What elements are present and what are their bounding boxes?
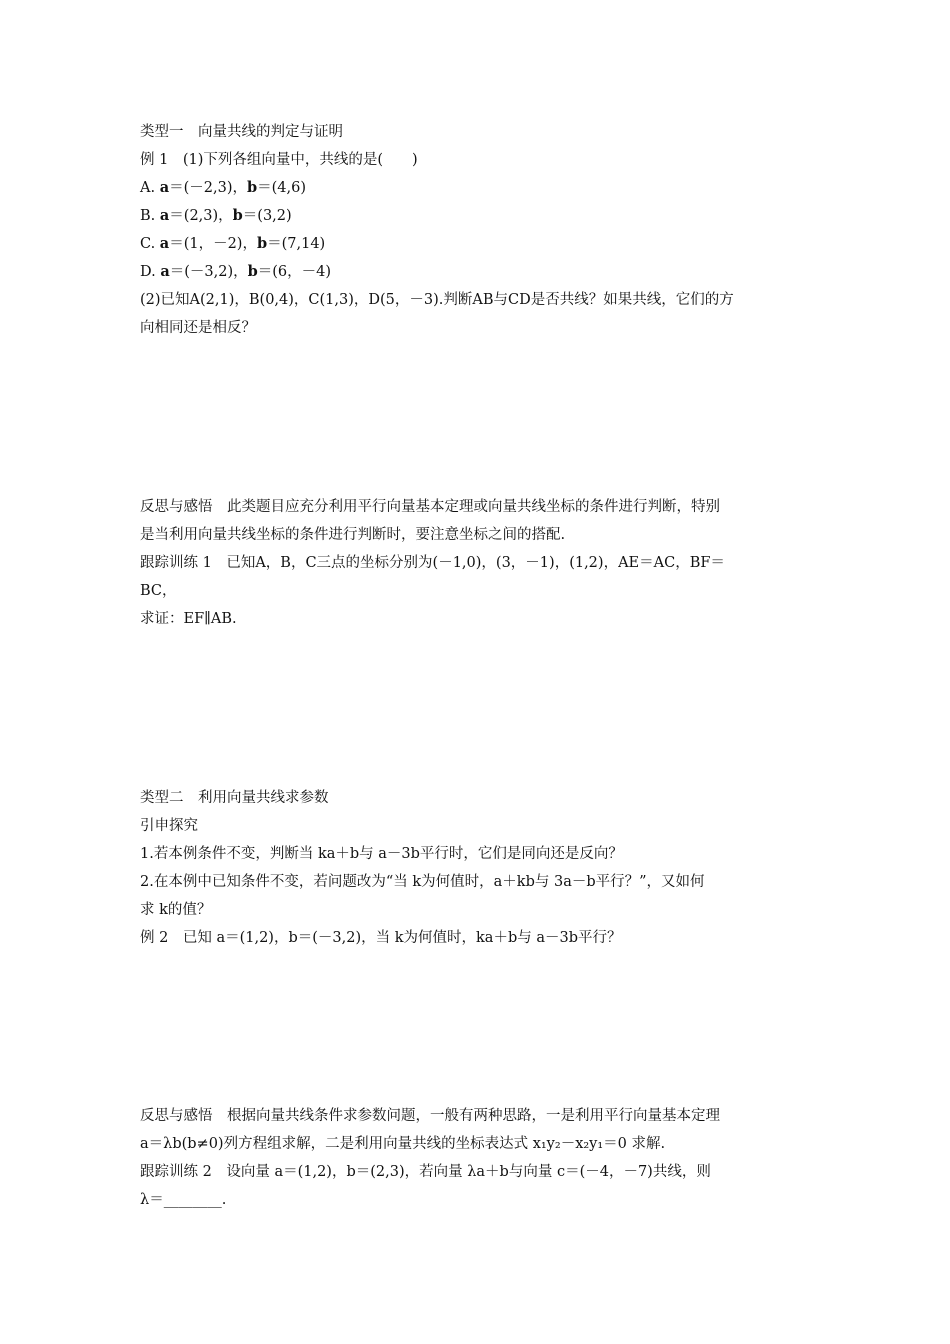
reflect1-line1: 反思与感悟 此类题目应充分利用平行向量基本定理或向量共线坐标的条件进行判断，特别 bbox=[140, 499, 720, 515]
section2-heading: 类型二 利用向量共线求参数 bbox=[140, 790, 329, 806]
reflect2-line1: 反思与感悟 根据向量共线条件求参数问题，一般有两种思路，一是利用平行向量基本定理 bbox=[140, 1108, 720, 1124]
explore-title: 引申探究 bbox=[140, 818, 198, 834]
option-b: B. a＝(2,3)，b＝(3,2) bbox=[140, 207, 292, 224]
section1-heading: 类型一 向量共线的判定与证明 bbox=[140, 124, 343, 140]
explore-item-1: 1.若本例条件不变，判断当 ka＋b与 a－3b平行时，它们是同向还是反向？ bbox=[140, 846, 623, 862]
option-c: C. a＝(1，－2)，b＝(7,14) bbox=[140, 235, 326, 252]
option-a: A. a＝(－2,3)，b＝(4,6) bbox=[140, 179, 306, 196]
training1-line3: 求证：EF∥AB. bbox=[140, 611, 237, 627]
example1-part2-line1: (2)已知A(2,1)，B(0,4)，C(1,3)，D(5，－3).判断AB与CD是否共线？如果共线，它们的方 bbox=[140, 292, 734, 308]
reflect2-line2: a＝λb(b≠0)列方程组求解，二是利用向量共线的坐标表达式 x₁y₂－x₂y₁＝0 求解. bbox=[140, 1136, 666, 1152]
option-d: D. a＝(－3,2)，b＝(6，－4) bbox=[140, 263, 332, 280]
explore-item-2-line2: 求 k的值？ bbox=[140, 902, 212, 918]
example1-intro: 例 1 (1)下列各组向量中，共线的是( ) bbox=[140, 152, 418, 168]
training1-line2: BC， bbox=[140, 583, 177, 599]
example2: 例 2 已知 a＝(1,2)，b＝(－3,2)，当 k为何值时，ka＋b与 a－3b平行？ bbox=[140, 930, 622, 946]
reflect1-line2: 是当利用向量共线坐标的条件进行判断时，要注意坐标之间的搭配. bbox=[140, 527, 566, 543]
training1-line1: 跟踪训练 1 已知A，B，C三点的坐标分别为(－1,0)，(3，－1)，(1,2)，AE＝AC，BF＝ bbox=[140, 555, 725, 571]
training2-line1: 跟踪训练 2 设向量 a＝(1,2)，b＝(2,3)，若向量 λa＋b与向量 c＝(－4，－7)共线，则 bbox=[140, 1164, 711, 1180]
training2-line2: λ＝________. bbox=[140, 1192, 227, 1208]
example1-part2-line2: 向相同还是相反？ bbox=[140, 320, 256, 336]
explore-item-2-line1: 2.在本例中已知条件不变，若问题改为“当 k为何值时，a＋kb与 3a－b平行？”，又如何 bbox=[140, 874, 705, 890]
